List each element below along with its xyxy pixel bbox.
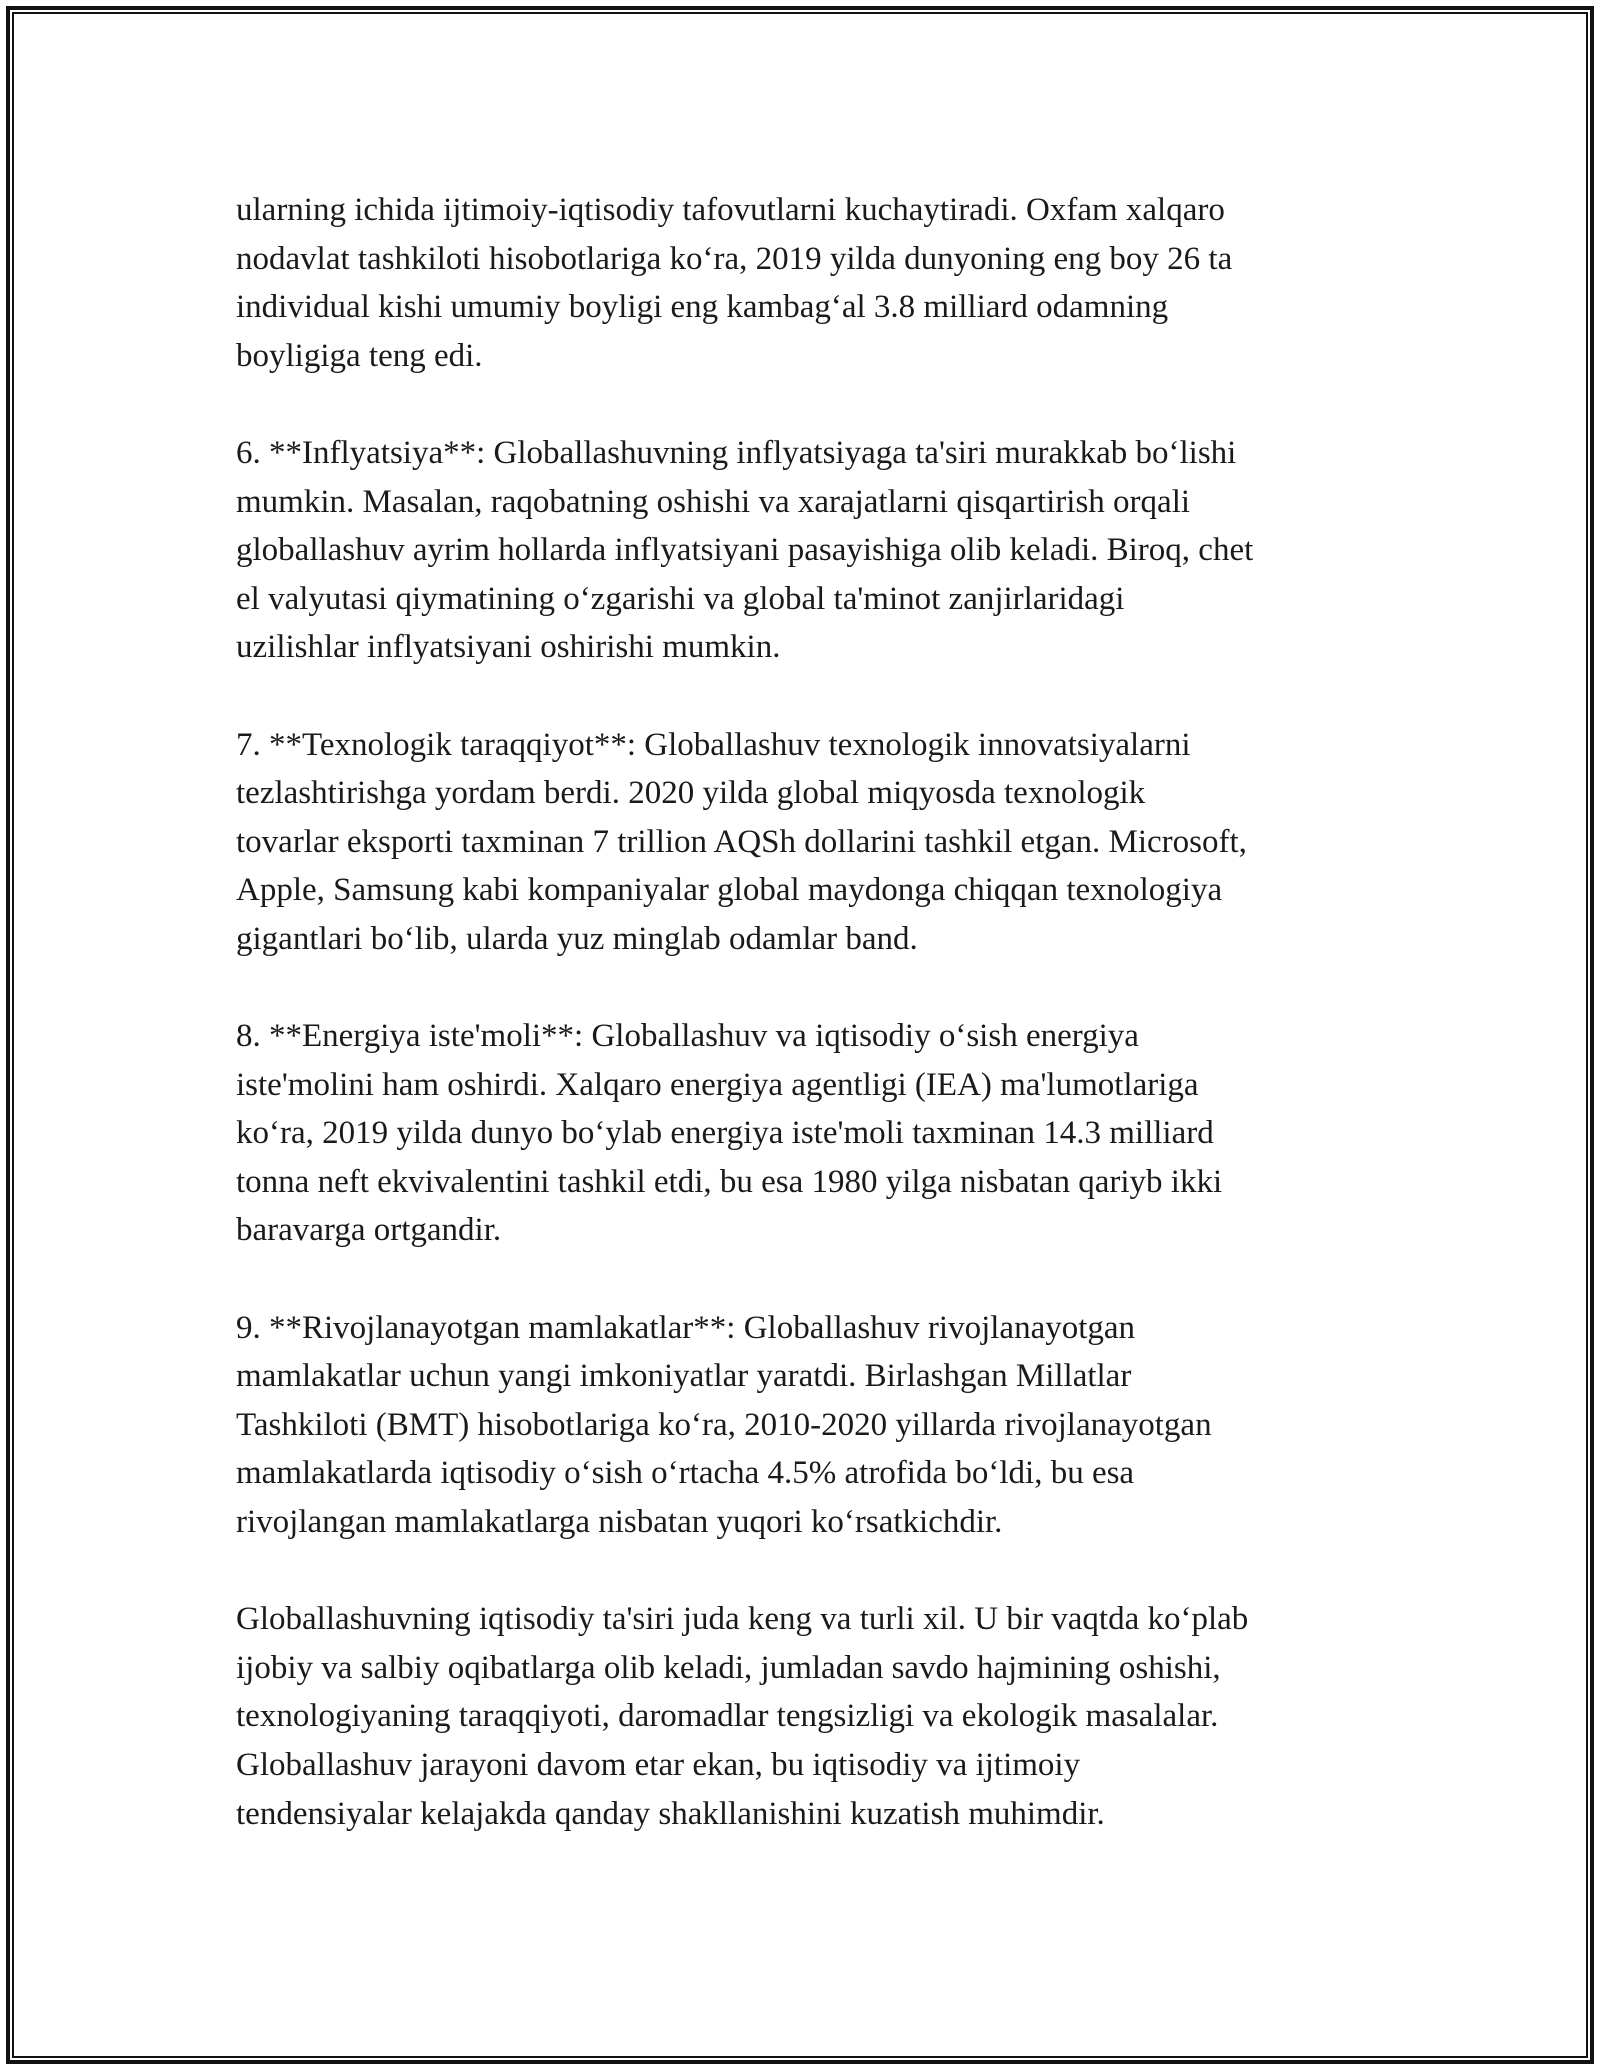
paragraph-conclusion bbox=[236, 1595, 1386, 1838]
text-line: individual kishi umumiy boyligi eng kambagʻal 3.8 milliard odamning bbox=[236, 289, 1169, 326]
text-line: mamlakatlar uchun yangi imkoniyatlar yaratdi. Birlashgan Millatlar bbox=[236, 1358, 1132, 1395]
text-line: globallashuv ayrim hollarda inflyatsiyani pasayishiga olib keladi. Biroq, chet bbox=[236, 532, 1254, 569]
text-line: mamlakatlarda iqtisodiy oʻsish oʻrtacha 4.5% atrofida boʻldi, bu esa bbox=[236, 1455, 1135, 1492]
text-line: gigantlari boʻlib, ularda yuz minglab odamlar band. bbox=[236, 920, 918, 957]
text-line: mumkin. Masalan, raqobatning oshishi va xarajatlarni qisqartirish orqali bbox=[236, 483, 1191, 520]
paragraph-item-6-inflation bbox=[236, 429, 1386, 672]
paragraph-item-7-technology bbox=[236, 721, 1386, 964]
text-line: Apple, Samsung kabi kompaniyalar global maydonga chiqqan texnologiya bbox=[236, 872, 1223, 909]
paragraph-inequality-continued bbox=[236, 186, 1386, 380]
paragraph-item-9-developing-countries bbox=[236, 1304, 1386, 1547]
document-body bbox=[236, 186, 1386, 1887]
text-line: texnologiyaning taraqqiyoti, daromadlar tengsizligi va ekologik masalalar. bbox=[236, 1698, 1219, 1735]
text-line: Tashkiloti (BMT) hisobotlariga koʻra, 2010-2020 yillarda rivojlanayotgan bbox=[236, 1406, 1212, 1443]
text-line: tezlashtirishga yordam berdi. 2020 yilda global miqyosda texnologik bbox=[236, 775, 1146, 812]
text-line: tendensiyalar kelajakda qanday shakllanishini kuzatish muhimdir. bbox=[236, 1795, 1105, 1832]
text-line: 7. **Texnologik taraqqiyot**: Globallashuv texnologik innovatsiyalarni bbox=[236, 726, 1191, 763]
text-line: tovarlar eksporti taxminan 7 trillion AQSh dollarini tashkil etgan. Microsoft, bbox=[236, 823, 1247, 860]
paragraph-item-8-energy bbox=[236, 1012, 1386, 1255]
text-line: 8. **Energiya iste'moli**: Globallashuv va iqtisodiy oʻsish energiya bbox=[236, 1018, 1139, 1055]
text-line: el valyutasi qiymatining oʻzgarishi va global ta'minot zanjirlaridagi bbox=[236, 580, 1125, 617]
text-line: Globallashuvning iqtisodiy ta'siri juda keng va turli xil. U bir vaqtda koʻplab bbox=[236, 1601, 1249, 1638]
text-line: baravarga ortgandir. bbox=[236, 1212, 502, 1249]
text-line: rivojlangan mamlakatlarga nisbatan yuqori koʻrsatkichdir. bbox=[236, 1504, 1003, 1541]
text-line: 6. **Inflyatsiya**: Globallashuvning inflyatsiyaga ta'siri murakkab boʻlishi bbox=[236, 434, 1237, 471]
text-line: nodavlat tashkiloti hisobotlariga koʻra, 2019 yilda dunyoning eng boy 26 ta bbox=[236, 240, 1233, 277]
text-line: boyligiga teng edi. bbox=[236, 337, 483, 374]
text-line: 9. **Rivojlanayotgan mamlakatlar**: Globallashuv rivojlanayotgan bbox=[236, 1309, 1136, 1346]
text-line: iste'molini ham oshirdi. Xalqaro energiya agentligi (IEA) ma'lumotlariga bbox=[236, 1066, 1199, 1103]
text-line: uzilishlar inflyatsiyani oshirishi mumkin. bbox=[236, 629, 781, 666]
text-line: ijobiy va salbiy oqibatlarga olib keladi, jumladan savdo hajmining oshishi, bbox=[236, 1649, 1221, 1686]
text-line: koʻra, 2019 yilda dunyo boʻylab energiya iste'moli taxminan 14.3 milliard bbox=[236, 1115, 1214, 1152]
text-line: ularning ichida ijtimoiy-iqtisodiy tafovutlarni kuchaytiradi. Oxfam xalqaro bbox=[236, 192, 1225, 228]
text-line: Globallashuv jarayoni davom etar ekan, bu iqtisodiy va ijtimoiy bbox=[236, 1747, 1081, 1783]
text-line: tonna neft ekvivalentini tashkil etdi, bu esa 1980 yilga nisbatan qariyb ikki bbox=[236, 1163, 1223, 1200]
